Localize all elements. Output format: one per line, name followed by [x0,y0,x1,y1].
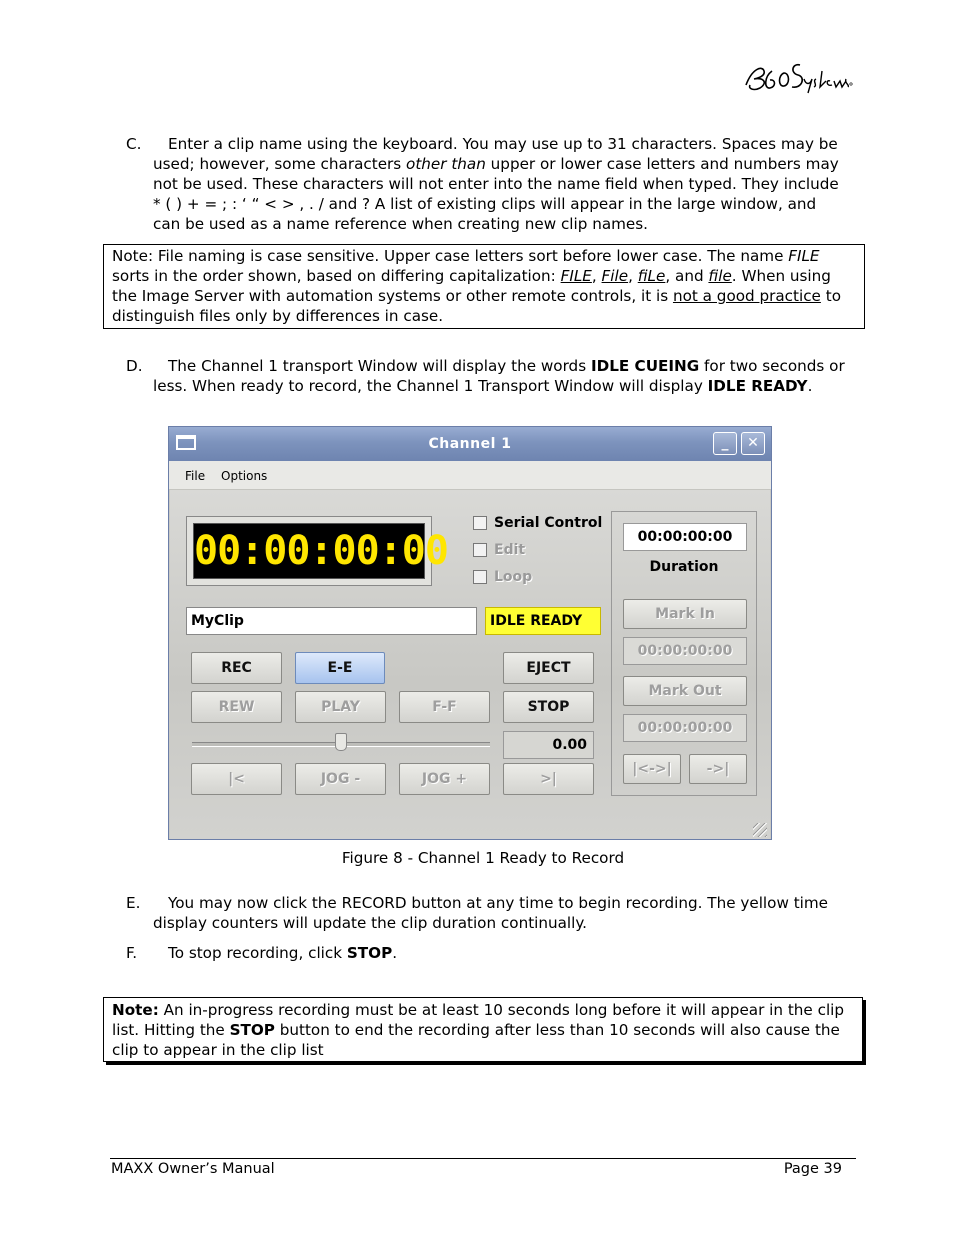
step-text: To stop recording, click STOP. [168,944,398,962]
go-to-mark-out-button[interactable]: ->| [689,754,747,784]
speed-readout: 0.00 [503,731,594,759]
360-systems-logo [742,55,854,95]
step-letter: C. [126,135,142,153]
step-text: You may now click the RECORD button at any time to begin recording. The yellow time display counters will update the clip duration continually. [153,894,829,932]
jog-plus-button[interactable]: JOG + [399,763,490,795]
mark-in-button[interactable]: Mark In [623,599,747,629]
status-indicator: IDLE READY [485,607,601,635]
mark-out-value: 00:00:00:00 [623,714,747,742]
window-title: Channel 1 [428,436,512,452]
edit-checkbox[interactable]: Edit [473,542,525,558]
ee-button[interactable]: E-E [295,652,385,684]
figure-caption: Figure 8 - Channel 1 Ready to Record [341,849,625,867]
menu-file[interactable]: File [185,469,206,483]
note-case-sensitivity: Note: File naming is case sensitive. Upper case letters sort before lower case. The name FILE sorts in the order shown, based on differing capitalization: FILE, File, fiLe, and file. When using the Image Server with automation systems or other remote controls, it is not a good practice to distinguish files only by differences in case. [103,244,865,329]
channel-1-window [168,426,772,840]
footer-title: MAXX Owner’s Manual [111,1161,275,1177]
checkbox-box[interactable] [473,516,487,530]
mark-out-button[interactable]: Mark Out [623,676,747,706]
close-button[interactable]: ✕ [741,432,765,455]
resize-grip[interactable] [753,823,767,837]
step-letter: E. [126,894,141,912]
rec-button[interactable]: REC [191,652,282,684]
checkbox-box[interactable] [473,570,487,584]
go-to-end-button[interactable]: >| [503,763,594,795]
clip-name-input[interactable]: MyClip [186,607,477,635]
jog-slider-thumb[interactable] [335,733,347,751]
note-minimum-recording: Note: An in-progress recording must be at least 10 seconds long before it will appear in the clip list. Hitting the STOP button to end the recording after less than 10 seconds will also cause the clip to appear in the clip list [103,997,863,1062]
eject-button[interactable]: EJECT [503,652,594,684]
checkbox-box[interactable] [473,543,487,557]
loop-checkbox[interactable]: Loop [473,569,532,585]
step-e [126,893,846,935]
stop-button[interactable]: STOP [503,691,594,723]
serial-control-checkbox[interactable]: Serial Control [473,515,602,531]
step-f [126,943,846,965]
go-to-start-button[interactable]: |< [191,763,282,795]
step-d [126,356,846,398]
step-letter: D. [126,357,143,375]
duration-marks-panel [611,511,757,796]
duration-value: 00:00:00:00 [623,523,747,551]
timecode-display: 00:00:00:00 [193,523,425,579]
ff-button[interactable]: F-F [399,691,490,723]
timecode-frame [186,516,448,586]
play-between-marks-button[interactable]: |<->| [623,754,681,784]
minimize-button[interactable]: _ [713,432,737,455]
duration-label: Duration [649,559,719,575]
transport-panel [170,490,770,840]
jog-minus-button[interactable]: JOG - [295,763,386,795]
menu-options[interactable]: Options [221,469,268,483]
step-text: The Channel 1 transport Window will display the words IDLE CUEING for two seconds or less. When ready to record, the Channel 1 Transport Window will display IDLE READY. [153,357,845,395]
step-text: Enter a clip name using the keyboard. You may use up to 31 characters. Spaces may be used; however, some characters other than upper or lower case letters and numbers may not be used. These characters will not enter into the name field when typed. They include * ( ) + = ; : ‘ “ < > , . / and ? A list of existing clips will appear in the large window, and can be used as a name reference when creating new clip names. [153,135,839,233]
footer-page-number: Page 39 [783,1161,842,1177]
step-c [126,134,846,234]
title-bar[interactable] [169,427,771,461]
menu-bar [169,461,771,490]
step-letter: F. [126,944,138,962]
mark-in-value: 00:00:00:00 [623,637,747,665]
rew-button[interactable]: REW [191,691,282,723]
play-button[interactable]: PLAY [295,691,386,723]
